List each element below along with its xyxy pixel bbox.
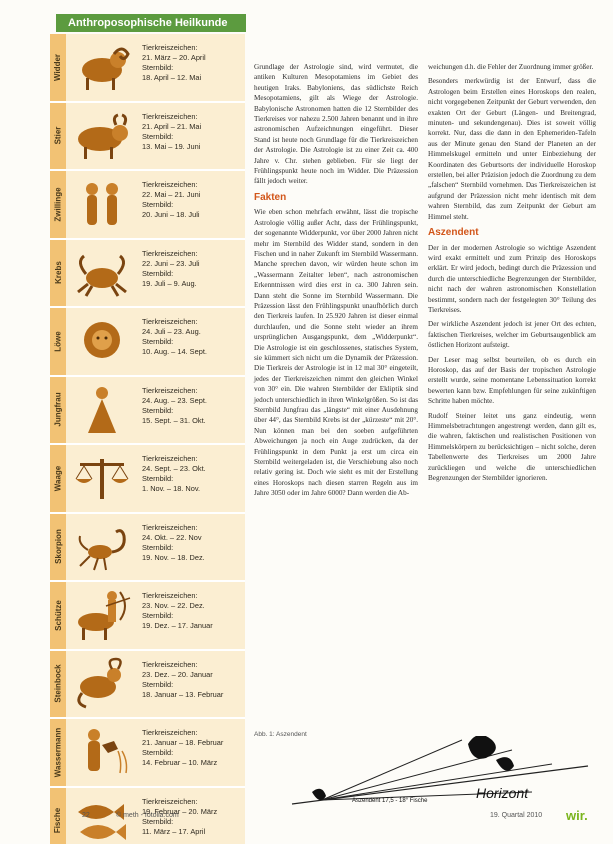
zodiac-row-waage xyxy=(50,445,245,514)
zodiac-date: 20. Juni – 18. Juli xyxy=(142,210,200,219)
water-bearer-icon xyxy=(70,725,134,779)
crab-icon xyxy=(70,246,134,300)
zodiac-label: Sternbild: xyxy=(142,611,174,620)
zodiac-label: Tierkreiszeichen: xyxy=(142,180,198,189)
zodiac-label: Tierkreiszeichen: xyxy=(142,248,198,258)
zodiac-label: Sternbild: xyxy=(142,337,174,346)
article-column-middle xyxy=(254,62,418,503)
zodiac-name: Zwillinge xyxy=(53,187,63,222)
zodiac-row-widder xyxy=(50,34,245,103)
zodiac-date: 14. Februar – 10. März xyxy=(142,758,218,767)
horizon-label: Horizont xyxy=(476,785,529,801)
zodiac-column xyxy=(50,34,245,844)
zodiac-label: Tierkreiszeichen: xyxy=(142,317,198,326)
page-number: 22 xyxy=(82,812,90,819)
zodiac-label: Tierkreiszeichen: xyxy=(142,796,198,806)
zodiac-row-steinbock xyxy=(50,651,245,720)
zodiac-label: Sternbild: xyxy=(142,63,174,72)
zodiac-row-schuetze xyxy=(50,582,245,651)
zodiac-date: 23. Dez. – 20. Januar xyxy=(142,669,213,679)
brand-logo: wir. xyxy=(566,808,588,823)
issue-label: 19. Quartal 2010 xyxy=(490,812,543,819)
zodiac-date: 24. Okt. – 22. Nov xyxy=(142,532,202,542)
zodiac-row-loewe xyxy=(50,308,245,377)
zodiac-label: Sternbild: xyxy=(142,542,174,552)
zodiac-date: 24. Juli – 23. Aug. xyxy=(142,327,201,336)
zodiac-name: Stier xyxy=(53,126,63,145)
zodiac-date: 19. Nov. – 18. Dez. xyxy=(142,552,205,562)
zodiac-name: Fische xyxy=(53,808,63,834)
zodiac-label: Tierkreiszeichen: xyxy=(142,385,198,395)
zodiac-label: Tierkreiszeichen: xyxy=(142,111,198,121)
paragraph: Der in der modernen Astrologie so wichtige Aszendent wird exakt ermittelt und zum Prinzip des Horoskops erklärt. Er wird jedoch, bedingt durch die Präzession und durch die unterschiedliche Begrenzungen der Sternbilder, nicht nach der wahren astronomischen Konstellation bestimmt, sondern nach der festgelegten 30° Teilung des Tierkreises. xyxy=(428,243,596,314)
zodiac-row-zwillinge xyxy=(50,171,245,240)
zodiac-label: Tierkreiszeichen: xyxy=(142,591,198,600)
zodiac-date: 19. Juli – 9. Aug. xyxy=(142,278,197,288)
zodiac-date: 22. Mai – 21. Juni xyxy=(142,190,201,199)
paragraph: weichungen d.h. die Fehler der Zuordnung immer größer. xyxy=(428,63,594,71)
zodiac-name: Schütze xyxy=(53,599,63,631)
scales-icon xyxy=(70,451,134,505)
zodiac-date: 23. Nov. – 22. Dez. xyxy=(142,601,205,610)
paragraph: Grundlage der Astrologie sind, wird vermutet, die antiken Kulturen Mesopotamiens im Gebiet des heutigen Iraks. Babyloniens, das südlichste Reich Mesopotamiens, gilt als Wiege der Astrologie. Babylonische Astronomen hatten die 12 Sternbilder des Tierkreises vor nahezu 2.500 Jahren benannt und in ihre astronomischen Aufzeichnungen eingeführt. Dieser Stand ist heute noch Grundlage für die Tierkreiszeichen der Astrologie. Die Astrologie ist zu einer Zeit ca. 400 Jahre v. Chr. stehen geblieben. Für sie liegt der Frühlingspunkt heute noch im Widder. Die Präzession fällt jedoch weiter. xyxy=(254,63,418,186)
zodiac-date: 18. April – 12. Mai xyxy=(142,73,202,82)
zodiac-date: 24. Aug. – 23. Sept. xyxy=(142,395,207,405)
zodiac-date: 19. Februar – 20. März xyxy=(142,806,218,816)
zodiac-label: Sternbild: xyxy=(142,816,174,826)
zodiac-date: 13. Mai – 19. Juni xyxy=(142,141,201,151)
ram-icon xyxy=(70,40,134,94)
zodiac-date: 1. Nov. – 18. Nov. xyxy=(142,484,201,493)
capricorn-icon xyxy=(70,657,134,711)
section-header: Anthroposophische Heilkunde xyxy=(56,14,246,32)
paragraph: Der Leser mag selbst beurteilen, ob es durch ein Horoskop, das auf der Basis der tropischen Astrologie erstellt wurde, seine momentane Lebenssituation korrekt bewerten kann bzw. Empfehlungen für seine zukünftigen Schritte haben möchte. xyxy=(428,355,596,406)
zodiac-label: Tierkreiszeichen: xyxy=(142,728,198,737)
zodiac-date: 18. Januar – 13. Februar xyxy=(142,689,224,699)
zodiac-date: 21. März – 20. April xyxy=(142,53,206,62)
zodiac-label: Sternbild: xyxy=(142,679,174,689)
zodiac-label: Sternbild: xyxy=(142,200,174,209)
zodiac-name: Löwe xyxy=(53,331,63,352)
zodiac-name: Krebs xyxy=(53,261,63,285)
zodiac-label: Sternbild: xyxy=(142,268,174,278)
zodiac-date: 22. Juni – 23. Juli xyxy=(142,258,200,268)
section-heading-fakten: Fakten xyxy=(254,191,287,203)
ascendant-diagram xyxy=(282,736,598,808)
paragraph: Der wirkliche Aszendent jedoch ist jener Ort des echten, faktischen Tierkreises, welcher im Geburtsaugenblick am östlichen Horizont aufsteigt. xyxy=(428,320,596,350)
zodiac-row-jungfrau xyxy=(50,377,245,446)
paragraph: Besonders merkwürdig ist der Entwurf, dass die Astrologen beim Erstellen eines Horoskops den realen, nicht vorgegebenen Zeitpunkt der Geburt verwenden, den exakten Ort der Geburt (Längen- und Breitengrad, minuten- und sekundengenau). Dies ist soweit völlig korrekt. Nur, dass die dann in den Ephemeriden-Tafeln aus der Minute genau den Stand der Planeten an der Himmelskugel ermitteln und unter Einbeziehung der Koordinaten des Geburtsorts der individuelle Horoskop erstellen, bei aller Präzision jedoch die Zuordnung zu dem „falschen“ Sternbild vornehmen. Das Tierkreiszeichen ist aufgrund der Präzession nicht mehr identisch mit dem wahren Sternbild, das zum Zeitpunkt der Geburt am Himmel steht. xyxy=(428,77,596,221)
zodiac-name: Waage xyxy=(53,465,63,491)
zodiac-date: 21. April – 21. Mai xyxy=(142,121,202,131)
zodiac-name: Skorpion xyxy=(53,529,63,565)
zodiac-label: Tierkreiszeichen: xyxy=(142,454,198,463)
zodiac-row-stier xyxy=(50,103,245,172)
article-column-right xyxy=(428,62,596,487)
zodiac-label: Tierkreiszeichen: xyxy=(142,659,198,669)
zodiac-name: Widder xyxy=(53,53,63,81)
image-credit: © meth - fotolia.com xyxy=(116,812,179,819)
zodiac-label: Sternbild: xyxy=(142,131,174,141)
lion-icon xyxy=(70,314,134,368)
figure-caption: Abb. 1: Aszendent xyxy=(254,731,307,738)
zodiac-label: Sternbild: xyxy=(142,474,174,483)
paragraph: Wie eben schon mehrfach erwähnt, lässt die tropische Astrologie völlig außer Acht, dass der Frühlingspunkt, der sogenannte Widderpunkt, vor über 2000 Jahren nicht mehr im Sternbild des Widder stand, sondern in den Fischen und in naher Zukunft im Sternbild Wassermann. Manche sprechen davon, wir würden heute schon im „Wassermann Zeitalter leben“, nach astronomischen Erkenntnissen wird dies erst in ca. 300 Jahren sein. Dann steht die Sonne im Sternbild Wassermann. Die Präzession lässt den Frühlingspunkt unaufhörlich durch den Tierkreis laufen. In 25.920 Jahren ist dieser einmal durchlaufen, und die Sonne steht wieder an ihrem ursprünglichen Ausgangspunkt, dem „Widderpunkt“. Die Astrologie ist ein geschlossenes, statisches System, sie kümmert sich nicht um die Dynamik der Präzession. Die Tierkreis der Astrologie ist in 12 mal 30° eingeteilt, jedes der Tierkreiszeichen nimmt den gleichen Winkel von 30° ein. Die wahren Sternbilder der Ekliptik sind jedoch unterschiedlich in ihren Winkelgrößen. So ist das Sternbild Jungfrau das „längste“ mit einer Ausdehnung über 44°, das Sternbild Krebs ist der „kürzeste“ mit 20°. Nun können man bei den soeben aufgeführten Abweichungen ja noch ein Auge zudrücken, da der Frühlingspunkt in dem Punkt ja erst um circa ein Sternbild weitergeladen ist, die Verschiebung also noch relativ gering ist. Doch wie sieht es mit der Erstellung eines Horoskops nach diesen starren Regeln aus im Jahre 3050 oder im Jahre 6000? Dann werden die Ab- xyxy=(254,208,418,498)
section-heading-aszendent: Aszendent xyxy=(428,227,479,239)
archer-icon xyxy=(70,588,134,642)
zodiac-name: Jungfrau xyxy=(53,392,63,427)
zodiac-label: Tierkreiszeichen: xyxy=(142,43,198,52)
zodiac-row-skorpion xyxy=(50,514,245,583)
zodiac-date: 19. Dez. – 17. Januar xyxy=(142,621,213,630)
scorpion-icon xyxy=(70,520,134,574)
bull-icon xyxy=(70,109,134,163)
zodiac-label: Tierkreiszeichen: xyxy=(142,522,198,532)
zodiac-date: 15. Sept. – 31. Okt. xyxy=(142,415,206,425)
ascendant-label: Aszendent 17,5 - 18° Fische xyxy=(352,798,428,804)
zodiac-date: 24. Sept. – 23. Okt. xyxy=(142,464,206,473)
paragraph: Rudolf Steiner leitet uns ganz eindeutig, wenn Himmelsbetrachtungen angestrengt werden, dann gilt es, die wahren, faktischen und realistischen Positionen von Himmelskörpern zu berücksichtigen – nicht solche, deren Tabellenwerte des Tierkreises um 2000 Jahre zurückliegen und welche die unterschiedlichen Begrenzungen der Sternbilder ignorieren. xyxy=(428,411,596,483)
zodiac-label: Sternbild: xyxy=(142,405,174,415)
virgin-icon xyxy=(70,383,134,437)
zodiac-label: Sternbild: xyxy=(142,748,174,757)
zodiac-date: 11. März – 17. April xyxy=(142,826,206,836)
zodiac-date: 21. Januar – 18. Februar xyxy=(142,738,224,747)
zodiac-name: Wassermann xyxy=(53,727,63,777)
zodiac-row-krebs xyxy=(50,240,245,309)
zodiac-row-wassermann xyxy=(50,719,245,788)
twins-icon xyxy=(70,177,134,231)
zodiac-date: 10. Aug. – 14. Sept. xyxy=(142,347,207,356)
zodiac-name: Steinbock xyxy=(53,664,63,703)
